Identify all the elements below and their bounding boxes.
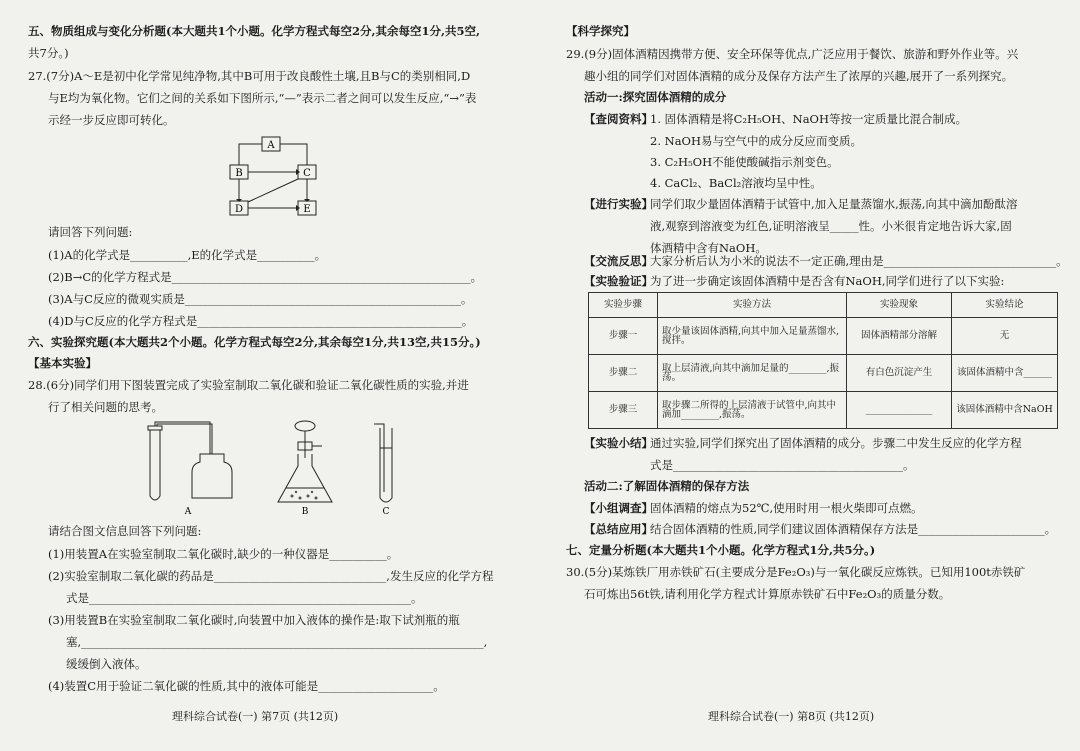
apparatus-c-tube: [380, 428, 392, 502]
experiment-text-1: 同学们取少量固体酒精于试管中,加入足量蒸馏水,振荡,向其中滴加酚酞溶: [650, 197, 1018, 211]
experiment-tag: 【进行实验】: [584, 197, 653, 211]
science-inquiry-tag: 【科学探究】: [566, 24, 635, 38]
table-cell-step: 步骤一: [589, 318, 658, 355]
table-header: 实验现象: [847, 293, 952, 318]
q28-item-3: (3)用装置B在实验室制取二氧化碳时,向装置中加入液体的操作是:取下试剂瓶的瓶: [48, 613, 460, 627]
experiment-text-2: 液,观察到溶液变为红色,证明溶液呈_____性。小米很肯定地告诉大家,固: [650, 219, 1012, 233]
experiment-table: [588, 292, 1058, 429]
right-page: [540, 0, 1080, 751]
q27-text-3: 示经一步反应即可转化。: [48, 113, 175, 127]
table-row: [589, 318, 1058, 355]
activity-2-heading: 活动二:了解固体酒精的保存方法: [584, 479, 750, 493]
apparatus-figure: [140, 418, 430, 516]
info-item-4: 4. CaCl₂、BaCl₂溶液均呈中性。: [650, 176, 822, 190]
table-cell-phenomenon: 有白色沉淀产生: [847, 355, 952, 392]
q28-item-2-cont: 式是________________________________________________________。: [66, 591, 423, 605]
table-row: [589, 392, 1058, 429]
node-b-label: B: [235, 168, 243, 179]
q29-text-2: 趣小组的同学们对固体酒精的成分及保存方法产生了浓厚的兴趣,展开了一系列探究。: [584, 69, 1014, 83]
table-header: 实验结论: [952, 293, 1058, 318]
apparatus-b-flask: [278, 454, 332, 502]
verification-tag: 【实验验证】: [584, 274, 653, 288]
reflection-tag: 【交流反思】: [584, 254, 653, 268]
info-tag: 【查阅资料】: [584, 112, 653, 126]
q28-ask: 请结合图文信息回答下列问题:: [48, 524, 202, 538]
table-cell-method: 取步骤二所得的上层清液于试管中,向其中滴加________,振荡。: [658, 392, 847, 429]
survey-tag: 【小组调查】: [584, 501, 653, 515]
edge-a-c: [280, 144, 307, 165]
table-cell-method: 取少量该固体酒精,向其中加入足量蒸馏水,搅拌。: [658, 318, 847, 355]
table-row: [589, 355, 1058, 392]
node-a-label: A: [267, 140, 275, 151]
q30-text-2: 石可炼出56t铁,请利用化学方程式计算原赤铁矿石中Fe₂O₃的质量分数。: [584, 587, 951, 601]
q27-ask: 请回答下列问题:: [48, 225, 133, 239]
table-cell-conclusion: 该固体酒精中含______: [952, 355, 1058, 392]
info-item-2: 2. NaOH易与空气中的成分反应而变质。: [650, 134, 863, 148]
q27-item-3: (3)A与C反应的微观实质是________________________________________________。: [48, 292, 473, 306]
q28-item-1: (1)用装置A在实验室制取二氧化碳时,缺少的一种仪器是__________。: [48, 547, 399, 561]
q28-item-2: (2)实验室制取二氧化碳的药品是______________________________,发生反应的化学方程: [48, 569, 494, 583]
summary-text: 通过实验,同学们探究出了固体酒精的成分。步骤二中发生反应的化学方程: [650, 436, 1022, 450]
apparatus-b-label: B: [301, 507, 309, 516]
apparatus-a-bottle: [192, 454, 232, 498]
table-cell-method: 取上层清液,向其中滴加足量的________,振荡。: [658, 355, 847, 392]
node-d-label: D: [234, 204, 244, 215]
q30-text-1: 30.(5分)某炼铁厂用赤铁矿石(主要成分是Fe₂O₃)与一氧化碳反应炼铁。已知用100t赤铁矿: [566, 565, 1026, 579]
node-c-label: C: [303, 168, 311, 179]
q27-item-2: (2)B→C的化学方程式是____________________________________________________。: [48, 270, 483, 284]
table-cell-phenomenon: 固体酒精部分溶解: [847, 318, 952, 355]
right-page-footer: 理科综合试卷(一) 第8页 (共12页): [708, 710, 875, 723]
apply-text: 结合固体酒精的性质,同学们建议固体酒精保存方法是______________________。: [650, 522, 1057, 536]
section-7-heading: 七、定量分析题(本大题共1个小题。化学方程式1分,共5分。): [566, 543, 876, 557]
table-header: 实验步骤: [589, 293, 658, 318]
q29-text-1: 29.(9分)固体酒精因携带方便、安全环保等优点,广泛应用于餐饮、旅游和野外作业等。兴: [566, 47, 1019, 61]
summary-tag: 【实验小结】: [584, 436, 653, 450]
section-5-heading-cont: 共7分。): [28, 46, 69, 60]
q28-item-4: (4)装置C用于验证二氧化碳的性质,其中的液体可能是____________________。: [48, 679, 445, 693]
info-item-3: 3. C₂H₅OH不能使酸碱指示剂变色。: [650, 155, 839, 169]
basic-experiment-tag: 【基本实验】: [28, 356, 97, 370]
apparatus-c-label: C: [382, 507, 390, 516]
q28-text-2: 行了相关问题的思考。: [48, 400, 163, 414]
q28-text-1: 28.(6分)同学们用下图装置完成了实验室制取二氧化碳和验证二氧化碳性质的实验,并进: [28, 378, 469, 392]
table-header: 实验方法: [658, 293, 847, 318]
q27-item-1: (1)A的化学式是__________,E的化学式是__________。: [48, 248, 327, 262]
apparatus-a-label: A: [184, 507, 192, 516]
q27-item-4: (4)D与C反应的化学方程式是______________________________________________。: [48, 314, 474, 328]
activity-1-heading: 活动一:探究固体酒精的成分: [584, 90, 727, 104]
relation-diagram: [224, 134, 324, 220]
table-cell-conclusion: 该固体酒精中含NaOH: [952, 392, 1058, 429]
table-header-row: [589, 293, 1058, 318]
edge-d-c: [248, 179, 298, 202]
info-item-1: 1. 固体酒精是将C₂H₅OH、NaOH等按一定质量比混合制成。: [650, 112, 968, 126]
survey-text: 固体酒精的熔点为52℃,使用时用一根火柴即可点燃。: [650, 501, 923, 515]
experiment-text-3: 体酒精中含有NaOH。: [650, 241, 767, 255]
section-6-heading: 六、实验探究题(本大题共2个小题。化学方程式每空2分,其余每空1分,共13空,共15分。): [28, 335, 481, 349]
table-cell-step: 步骤三: [589, 392, 658, 429]
edge-a-b: [239, 144, 262, 165]
verification-text: 为了进一步确定该固体酒精中是否含有NaOH,同学们进行了以下实验:: [650, 274, 1005, 288]
table-cell-step: 步骤二: [589, 355, 658, 392]
reflection-text: 大家分析后认为小米的说法不一定正确,理由是______________________________。: [650, 254, 1068, 268]
left-page-footer: 理科综合试卷(一) 第7页 (共12页): [172, 710, 339, 723]
node-e-label: E: [303, 204, 311, 215]
q27-text-2: 与E均为氧化物。它们之间的关系如下图所示,“—”表示二者之间可以发生反应,“→”表: [48, 91, 477, 105]
apparatus-a-tube: [150, 430, 160, 500]
table-cell-conclusion: 无: [952, 318, 1058, 355]
apply-tag: 【总结应用】: [584, 522, 653, 536]
q28-item-3-end: 缓缓倒入液体。: [66, 657, 147, 671]
table-cell-phenomenon: ______________: [847, 392, 952, 429]
section-5-heading: 五、物质组成与变化分析题(本大题共1个小题。化学方程式每空2分,其余每空1分,共5空,: [28, 24, 480, 38]
q28-item-3-cont: 塞,______________________________________________________________________,: [66, 635, 488, 649]
q27-text-1: 27.(7分)A～E是初中化学常见纯净物,其中B可用于改良酸性土壤,且B与C的类别相同,D: [28, 69, 471, 83]
summary-text-cont: 式是________________________________________。: [650, 458, 915, 472]
